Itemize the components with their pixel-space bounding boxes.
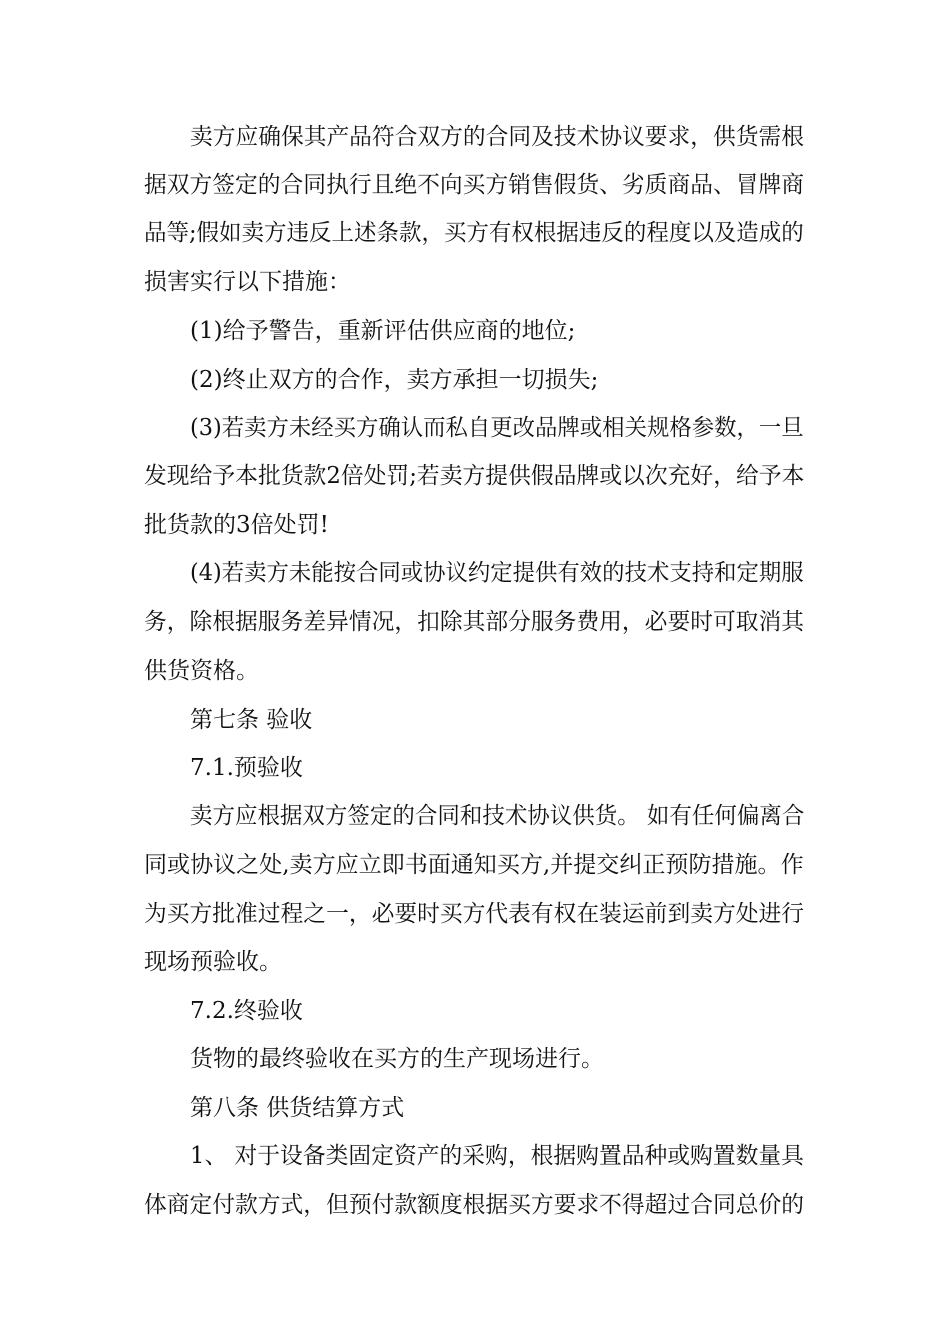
subsection-heading: 7.2.终验收 — [190, 998, 303, 1024]
section-heading: 第七条 验收 — [190, 707, 313, 733]
text-line: 体商定付款方式，但预付款额度根据买方要求不得超过合同总价的 — [144, 1192, 804, 1218]
text-line: 为买方批准过程之一，必要时买方代表有权在装运前到卖方处进行 — [144, 901, 804, 927]
text-line: 同或协议之处,卖方应立即书面通知买方,并提交纠正预防措施。作 — [144, 852, 804, 878]
text-line: 卖方应确保其产品符合双方的合同及技术协议要求，供货需根 — [190, 124, 804, 150]
text-line: 1、 对于设备类固定资产的采购，根据购置品种或购置数量具 — [190, 1143, 804, 1169]
text-line: (2)终止双方的合作，卖方承担一切损失; — [190, 367, 599, 393]
text-line: 损害实行以下措施： — [144, 269, 351, 295]
text-line: 批货款的3倍处罚! — [144, 512, 329, 538]
subsection-heading: 7.1.预验收 — [190, 755, 303, 781]
text-line: (1)给予警告，重新评估供应商的地位; — [190, 318, 576, 344]
text-line: 现场预验收。 — [144, 949, 282, 975]
text-line: 务，除根据服务差异情况，扣除其部分服务费用，必要时可取消其 — [144, 609, 804, 635]
text-line: (4)若卖方未能按合同或协议约定提供有效的技术支持和定期服 — [190, 560, 804, 586]
text-line: 发现给予本批货款2倍处罚;若卖方提供假品牌或以次充好，给予本 — [144, 463, 805, 489]
text-line: (3)若卖方未经买方确认而私自更改品牌或相关规格参数，一旦 — [190, 415, 804, 441]
text-line: 据双方签定的合同执行且绝不向买方销售假货、劣质商品、冒牌商 — [144, 172, 804, 198]
text-line: 品等;假如卖方违反上述条款，买方有权根据违反的程度以及造成的 — [144, 220, 804, 246]
text-line: 供货资格。 — [144, 658, 259, 684]
text-line: 货物的最终验收在买方的生产现场进行。 — [190, 1046, 604, 1072]
section-heading: 第八条 供货结算方式 — [190, 1095, 405, 1121]
text-line: 卖方应根据双方签定的合同和技术协议供货。 如有任何偏离合 — [190, 803, 805, 829]
